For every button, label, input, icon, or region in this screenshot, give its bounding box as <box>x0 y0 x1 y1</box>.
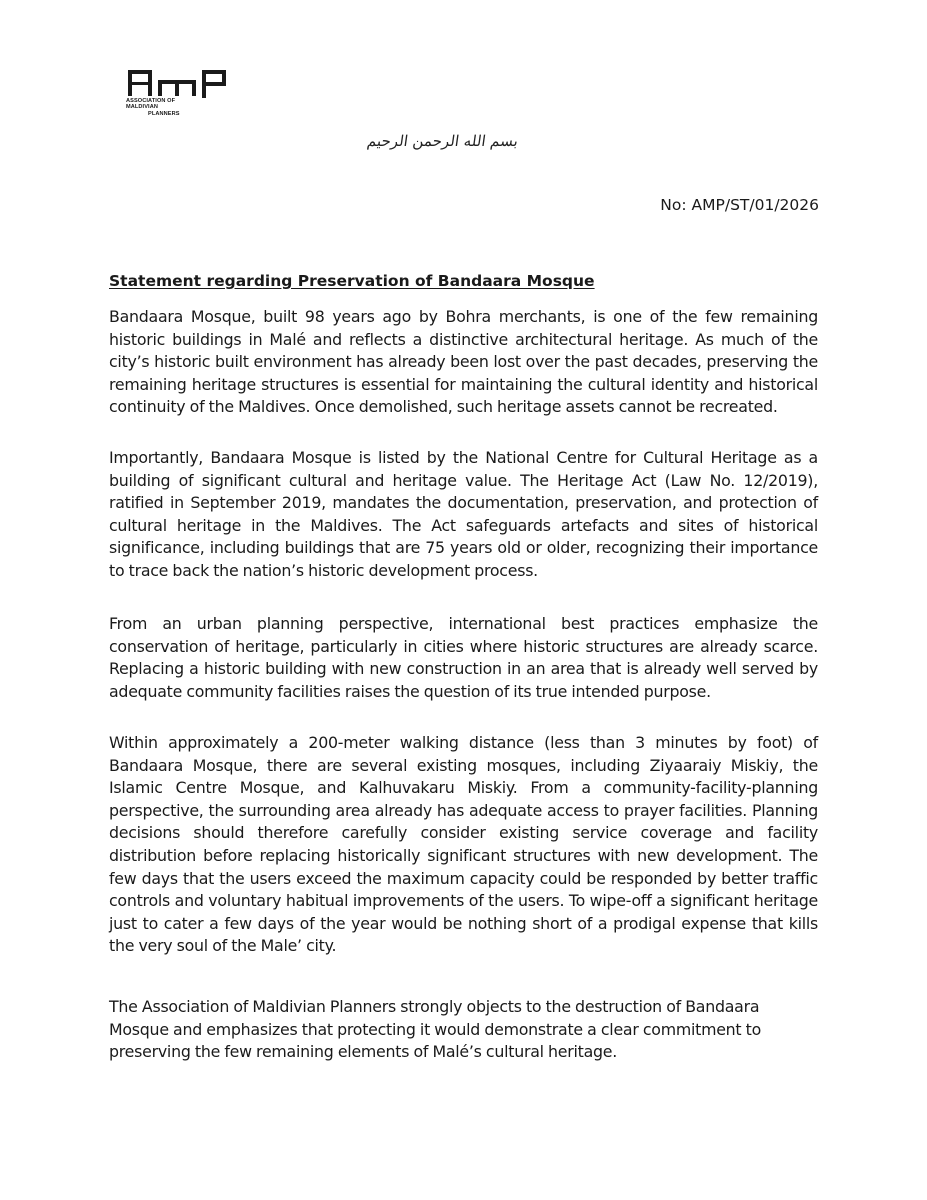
basmala-calligraphy: بسم الله الرحمن الرحيم <box>365 132 520 150</box>
paragraph-1: Bandaara Mosque, built 98 years ago by Bohra merchants, is one of the few remaining historic buildings in Malé and reflects a distinctive architectural heritage. As much of the city’s historic built environment has already been lost over the past decades, preserving the remaining heritage structures is essential for maintaining the cultural identity and historical continuity of the Maldives. Once demolished, such heritage assets cannot be recreated. <box>109 307 818 417</box>
amp-logo <box>126 68 230 116</box>
logo-caption-line2: PLANNERS <box>148 110 180 117</box>
paragraph-2: Importantly, Bandaara Mosque is listed by the National Centre for Cultural Heritage as a building of significant cultural and heritage value. The Heritage Act (Law No. 12/2019), ratified in September 2019, mandates the documentation, preservation, and protection of cultural heritage in the Maldives. The Act safeguards artefacts and sites of historical significance, including buildings that are 75 years old or older, recognizing their importance to trace back the nation’s historic development process. <box>109 448 818 580</box>
paragraph-4: Within approximately a 200-meter walking distance (less than 3 minutes by foot) of Bandaara Mosque, there are several existing mosques, including Ziyaaraiy Miskiy, the Islamic Centre Mosque, and Kalhuvakaru Miskiy. From a community-facility-planning perspective, the surrounding area already has adequate access to prayer facilities. Planning decisions should therefore carefully consider existing service coverage and facility distribution before replacing historically significant structures with new development. The few days that the users exceed the maximum capacity could be responded by better traffic controls and voluntary habitual improvements of the users. To wipe-off a significant heritage just to cater a few days of the year would be nothing short of a prodigal expense that kills the very soul of the Male’ city. <box>109 733 818 956</box>
paragraph-3: From an urban planning perspective, international best practices emphasize the conservation of heritage, particularly in cities where historic structures are already scarce. Replacing a historic building with new construction in an area that is already well served by adequate community facilities raises the question of its true intended purpose. <box>109 614 818 701</box>
amp-logo-mark-icon <box>126 68 230 98</box>
logo-caption <box>126 98 206 117</box>
paragraph-5: The Association of Maldivian Planners strongly objects to the destruction of Bandaara Mosque and emphasizes that protecting it would demonstrate a clear commitment to preserving the few remaining elements of Malé’s cultural heritage. <box>109 997 762 1062</box>
logo-caption-line1: ASSOCIATION OF MALDIVIAN <box>126 98 176 111</box>
statement-title: Statement regarding Preservation of Bandaara Mosque <box>109 272 595 290</box>
reference-number: No: AMP/ST/01/2026 <box>660 196 819 214</box>
